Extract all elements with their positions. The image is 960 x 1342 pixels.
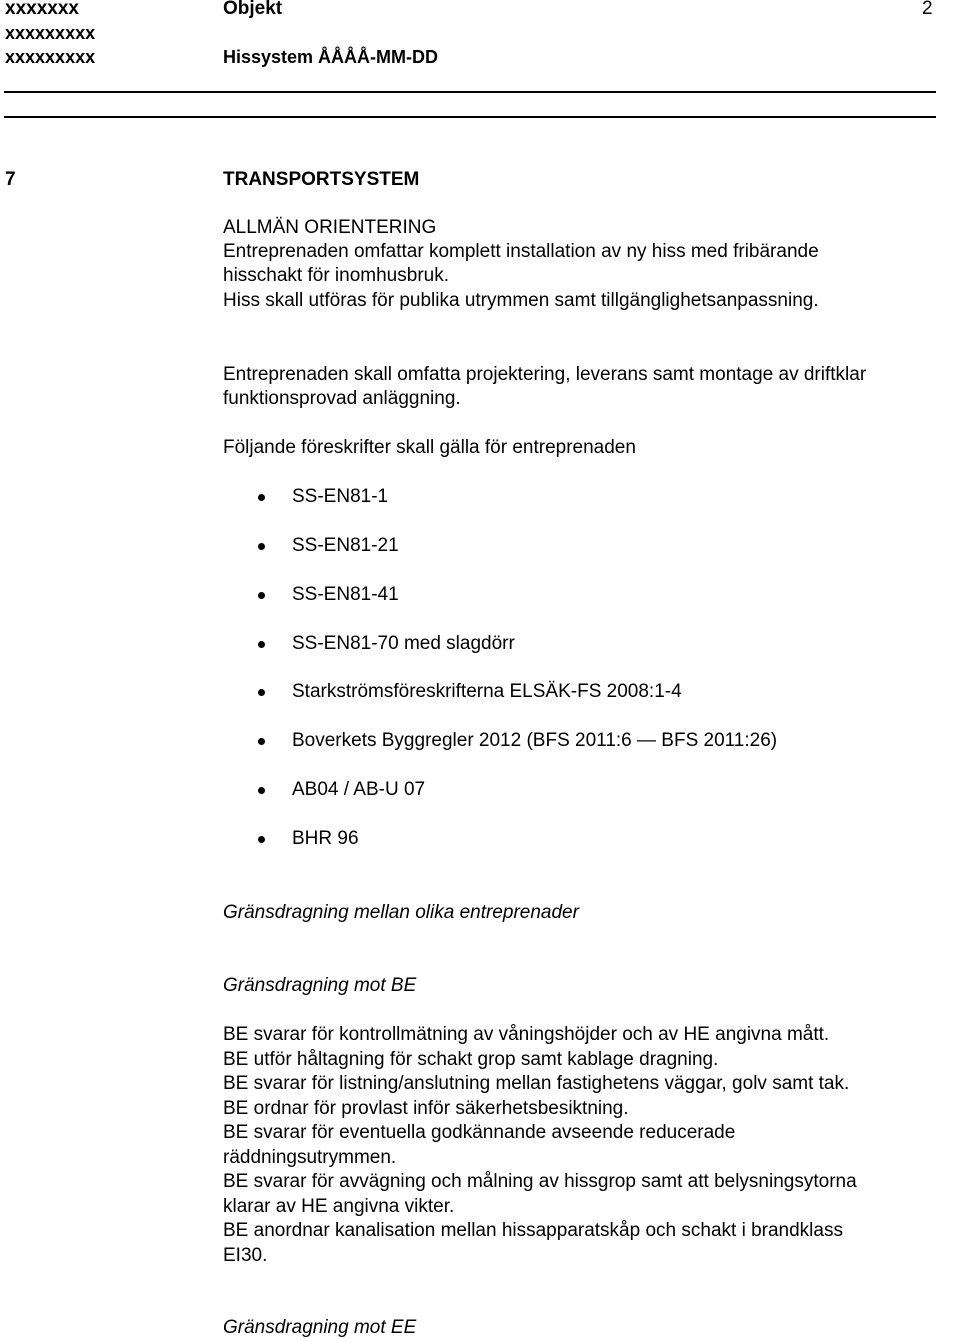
- be-line: BE svarar för avvägning och målning av hissgrop samt att belysningsytorna: [223, 1171, 857, 1192]
- boundaries-heading: Gränsdragning mellan olika entreprenader: [223, 902, 579, 923]
- be-line: BE svarar för eventuella godkännande avseende reducerade: [223, 1122, 736, 1143]
- regulation-item: Starkströmsföreskrifterna ELSÄK-FS 2008:1-4: [292, 681, 682, 702]
- regulation-item: SS-EN81-21: [292, 535, 399, 556]
- intro-line: Hiss skall utföras för publika utrymmen samt tillgänglighetsanpassning.: [223, 290, 819, 311]
- header-code-2: xxxxxxxxx: [5, 23, 96, 43]
- be-line: BE utför håltagning för schakt grop samt kablage dragning.: [223, 1048, 719, 1070]
- header-rule-bottom: [4, 116, 936, 118]
- intro-line: Entreprenaden omfattar komplett installation av ny hiss med fribärande: [223, 241, 819, 262]
- regulation-item: BHR 96: [292, 828, 359, 849]
- section-title: TRANSPORTSYSTEM: [223, 169, 420, 190]
- bullet-icon: [258, 641, 265, 648]
- header-title: Objekt: [223, 0, 283, 19]
- be-line: BE svarar för listning/anslutning mellan fastighetens väggar, golv samt tak.: [223, 1073, 850, 1094]
- header-rule-top: [4, 91, 936, 93]
- intro-heading: ALLMÄN ORIENTERING: [223, 217, 437, 238]
- regulation-item: AB04 / AB-U 07: [292, 779, 426, 800]
- bullet-icon: [258, 738, 265, 745]
- scope-line: Entreprenaden skall omfatta projektering, leverans samt montage av driftklar: [223, 364, 867, 385]
- be-line: BE svarar för kontrollmätning av våningshöjder och av HE angivna mått.: [223, 1024, 830, 1045]
- regulations-intro: Följande föreskrifter skall gälla för entreprenaden: [223, 437, 636, 458]
- regulation-item: SS-EN81-41: [292, 584, 399, 605]
- header-code-3: xxxxxxxxx: [5, 47, 96, 67]
- be-heading: Gränsdragning mot BE: [223, 975, 417, 996]
- scope-line: funktionsprovad anläggning.: [223, 388, 461, 409]
- be-line: EI30.: [223, 1244, 268, 1266]
- be-responsibilities: [223, 1023, 857, 1268]
- intro-line: hisschakt för inomhusbruk.: [223, 265, 449, 286]
- bullet-icon: [258, 787, 265, 794]
- bullet-icon: [258, 543, 265, 550]
- bullet-icon: [258, 836, 265, 843]
- regulation-item: Boverkets Byggregler 2012 (BFS 2011:6 ― BFS 2011:26): [292, 730, 778, 751]
- bullet-icon: [258, 689, 265, 696]
- section-number: 7: [5, 169, 16, 190]
- regulation-item: SS-EN81-1: [292, 486, 389, 507]
- bullet-icon: [258, 592, 265, 599]
- header-subtitle: Hissystem ÅÅÅÅ-MM-DD: [223, 47, 439, 67]
- page-number: 2: [922, 0, 933, 19]
- header-code-1: xxxxxxx: [5, 0, 79, 19]
- regulation-item: SS-EN81-70 med slagdörr: [292, 633, 515, 654]
- be-line: räddningsutrymmen.: [223, 1146, 397, 1168]
- ee-heading: Gränsdragning mot EE: [223, 1317, 417, 1338]
- bullet-icon: [258, 494, 265, 501]
- be-line: BE anordnar kanalisation mellan hissapparatskåp och schakt i brandklass: [223, 1220, 843, 1241]
- be-line: BE ordnar för provlast inför säkerhetsbesiktning.: [223, 1097, 629, 1119]
- be-line: klarar av HE angivna vikter.: [223, 1195, 455, 1217]
